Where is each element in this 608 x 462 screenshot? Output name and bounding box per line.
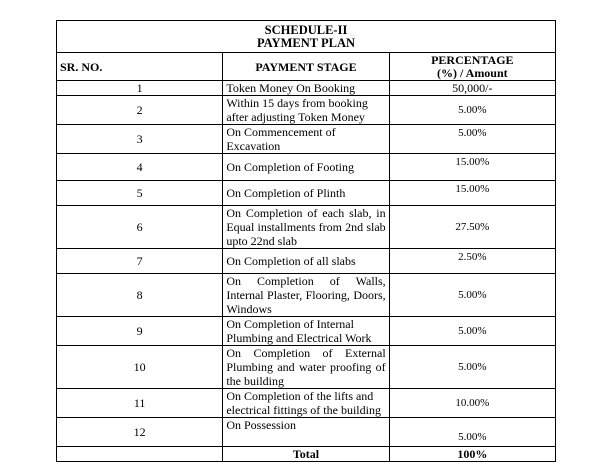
row-stage: On Completion of Internal Plumbing and Electrical Work [223, 317, 389, 346]
row-stage: On Completion of all slabs [223, 249, 389, 274]
total-row [57, 447, 556, 462]
row-sr-no: 4 [57, 154, 223, 181]
table-row [57, 418, 556, 447]
row-percentage: 50,000/- [389, 81, 555, 96]
row-percentage: 5.00% [389, 96, 555, 125]
row-percentage: 15.00% [389, 181, 555, 206]
row-stage: On Completion of Footing [223, 154, 389, 181]
row-sr-no: 10 [57, 346, 223, 389]
total-value: 100% [389, 447, 555, 462]
column-header-sr-no: SR. NO. [57, 53, 223, 81]
row-sr-no: 9 [57, 317, 223, 346]
table-row [57, 181, 556, 206]
row-percentage: 5.00% [389, 274, 555, 317]
table-row [57, 274, 556, 317]
table-row [57, 125, 556, 154]
row-percentage: 5.00% [389, 418, 555, 447]
row-sr-no: 7 [57, 249, 223, 274]
row-percentage: 2.50% [389, 249, 555, 274]
row-stage: Token Money On Booking [223, 81, 389, 96]
row-stage: On Completion of Walls, Internal Plaster, Flooring, Doors, Windows [223, 274, 389, 317]
row-percentage: 5.00% [389, 317, 555, 346]
row-sr-no: 12 [57, 418, 223, 447]
payment-plan-subtitle: PAYMENT PLAN [256, 36, 356, 50]
row-stage: On Completion of the lifts and electrical fittings of the building [223, 389, 389, 418]
row-percentage: 27.50% [389, 206, 555, 249]
row-stage: On Completion of each slab, in Equal installments from 2nd slab upto 22nd slab [223, 206, 389, 249]
row-sr-no: 3 [57, 125, 223, 154]
row-sr-no: 5 [57, 181, 223, 206]
row-percentage: 10.00% [389, 389, 555, 418]
percentage-header-line1: PERCENTAGE [431, 52, 514, 67]
table-row [57, 81, 556, 96]
total-label: Total [223, 447, 389, 462]
row-stage: Within 15 days from booking after adjusting Token Money [223, 96, 389, 125]
row-stage: On Completion of Plinth [223, 181, 389, 206]
row-percentage: 5.00% [389, 346, 555, 389]
title-row [57, 21, 556, 53]
table-title [57, 21, 556, 53]
row-stage: On Possession [223, 418, 389, 447]
column-header-payment-stage: PAYMENT STAGE [223, 53, 389, 81]
table-row [57, 249, 556, 274]
row-percentage: 15.00% [389, 154, 555, 181]
table-row [57, 96, 556, 125]
row-percentage: 5.00% [389, 125, 555, 154]
row-stage: On Commencement of Excavation [223, 125, 389, 154]
row-sr-no: 6 [57, 206, 223, 249]
table-row [57, 317, 556, 346]
schedule-title: SCHEDULE-II [264, 23, 348, 37]
total-empty-cell [57, 447, 223, 462]
header-row [57, 53, 556, 81]
table-row [57, 154, 556, 181]
percentage-header-line2: (%) / Amount [436, 65, 508, 80]
table-row [57, 346, 556, 389]
row-sr-no: 2 [57, 96, 223, 125]
payment-schedule-document [56, 20, 556, 462]
row-sr-no: 1 [57, 81, 223, 96]
row-stage: On Completion of External Plumbing and water proofing of the building [223, 346, 389, 389]
table-row [57, 389, 556, 418]
row-sr-no: 8 [57, 274, 223, 317]
row-sr-no: 11 [57, 389, 223, 418]
table-row [57, 206, 556, 249]
payment-plan-table [56, 20, 556, 462]
column-header-percentage [389, 53, 555, 81]
